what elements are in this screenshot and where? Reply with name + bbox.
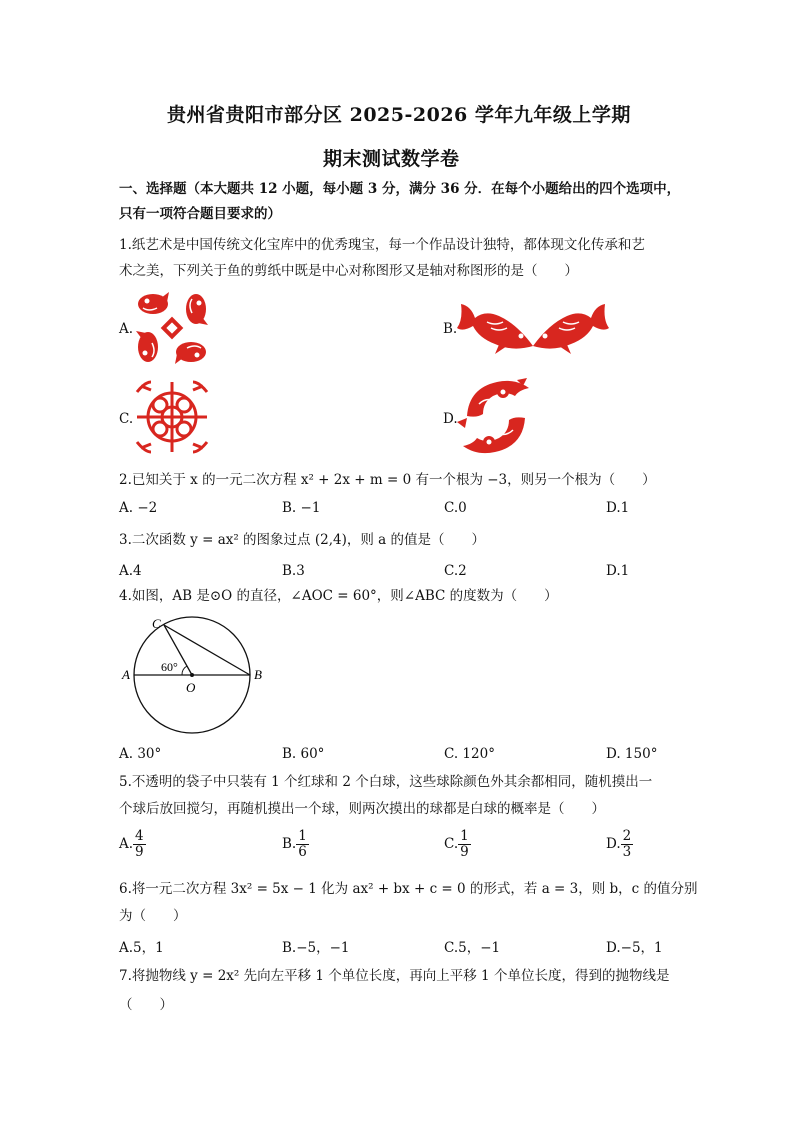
- q7-stem-line1: 7.将抛物线 y = 2x² 先向左平移 1 个单位长度，再向上平移 1 个单位长度，得到的抛物线是: [119, 968, 670, 984]
- q5-option-c-fraction: $\frac{1}{9}$: [460, 828, 469, 860]
- papercut-fish-yinyang-image: [457, 376, 535, 458]
- q1-option-d-label: D.: [443, 411, 458, 427]
- q4-stem: 4.如图，AB 是⊙O 的直径，∠AOC = 60°，则∠ABC 的度数为（ ）: [119, 588, 558, 604]
- q5-stem-line2: 个球后放回搅匀，再随机摸出一个球，则两次摸出的球都是白球的概率是（ ）: [119, 801, 605, 817]
- exam-title-line2: 期末测试数学卷: [323, 148, 460, 170]
- label-o: O: [186, 680, 196, 695]
- papercut-fish-rosette-image: [133, 378, 211, 456]
- q4-option-d: D. 150°: [606, 746, 658, 762]
- q1-stem-line2: 术之美，下列关于鱼的剪纸中既是中心对称图形又是轴对称图形的是（ ）: [119, 263, 578, 279]
- q6-stem-line1: 6.将一元二次方程 3x² = 5x − 1 化为 ax² + bx + c = 0 的形式，若 a = 3，则 b，c 的值分别: [119, 881, 698, 897]
- q6-option-a: A.5，1: [119, 940, 164, 956]
- q3-option-b: B.3: [282, 563, 305, 579]
- label-angle: 60°: [161, 660, 178, 674]
- center-point: [190, 673, 194, 677]
- section-header-line2: 只有一项符合题目要求的）: [119, 206, 281, 222]
- q3-option-d: D.1: [606, 563, 630, 579]
- papercut-two-koi-image: [457, 296, 609, 360]
- q1-stem-line1: 1.纸艺术是中国传统文化宝库中的优秀瑰宝，每一个作品设计独特，都体现文化传承和艺: [119, 237, 645, 253]
- q5-option-c: C. $\frac{1}{9}$: [444, 828, 469, 860]
- q4-circle-figure: [118, 612, 278, 742]
- q5-option-b: B. $\frac{1}{6}$: [282, 828, 307, 860]
- q7-stem-line2: （ ）: [119, 997, 173, 1013]
- q1-option-a-label: A.: [119, 321, 134, 337]
- q6-option-d: D.−5，1: [606, 940, 663, 956]
- q2-option-b: B. −1: [282, 500, 321, 516]
- q5-option-a: A. $\frac{4}{9}$: [119, 828, 144, 860]
- q5-option-b-fraction: $\frac{1}{6}$: [298, 828, 307, 860]
- label-a: A: [122, 667, 130, 682]
- q3-option-a: A.4: [119, 563, 142, 579]
- q4-option-a: A. 30°: [119, 746, 162, 762]
- exam-title-line1: 贵州省贵阳市部分区 2025-2026 学年九年级上学期: [167, 104, 631, 126]
- q3-stem: 3.二次函数 y = ax² 的图象过点 (2,4)，则 a 的值是（ ）: [119, 532, 485, 548]
- label-b: B: [254, 667, 262, 682]
- q2-option-a: A. −2: [119, 500, 158, 516]
- q2-option-c: C.0: [444, 500, 467, 516]
- q5-option-d: D. $\frac{2}{3}$: [606, 828, 632, 860]
- q4-option-c: C. 120°: [444, 746, 495, 762]
- q4-option-b: B. 60°: [282, 746, 325, 762]
- q2-stem: 2.已知关于 x 的一元二次方程 x² + 2x + m = 0 有一个根为 −3，则另一个根为（ ）: [119, 472, 656, 488]
- q6-option-b: B.−5，−1: [282, 940, 350, 956]
- q2-option-d: D.1: [606, 500, 630, 516]
- q6-stem-line2: 为（ ）: [119, 908, 187, 924]
- q3-option-c: C.2: [444, 563, 467, 579]
- q5-option-d-fraction: $\frac{2}{3}$: [622, 828, 632, 860]
- q1-option-b-label: B.: [443, 321, 458, 337]
- section-header-line1: 一、选择题（本大题共 12 小题，每小题 3 分，满分 36 分．在每个小题给出的四个选项中，: [119, 181, 681, 197]
- label-c: C: [152, 616, 161, 631]
- angle-arc: [182, 666, 187, 675]
- q5-stem-line1: 5.不透明的袋子中只装有 1 个红球和 2 个白球，这些球除颜色外其余都相同，随机摸出一: [119, 774, 653, 790]
- q1-option-c-label: C.: [119, 411, 134, 427]
- q6-option-c: C.5，−1: [444, 940, 501, 956]
- papercut-fish-pinwheel-image: [133, 290, 211, 366]
- q5-option-a-fraction: $\frac{4}{9}$: [135, 828, 144, 860]
